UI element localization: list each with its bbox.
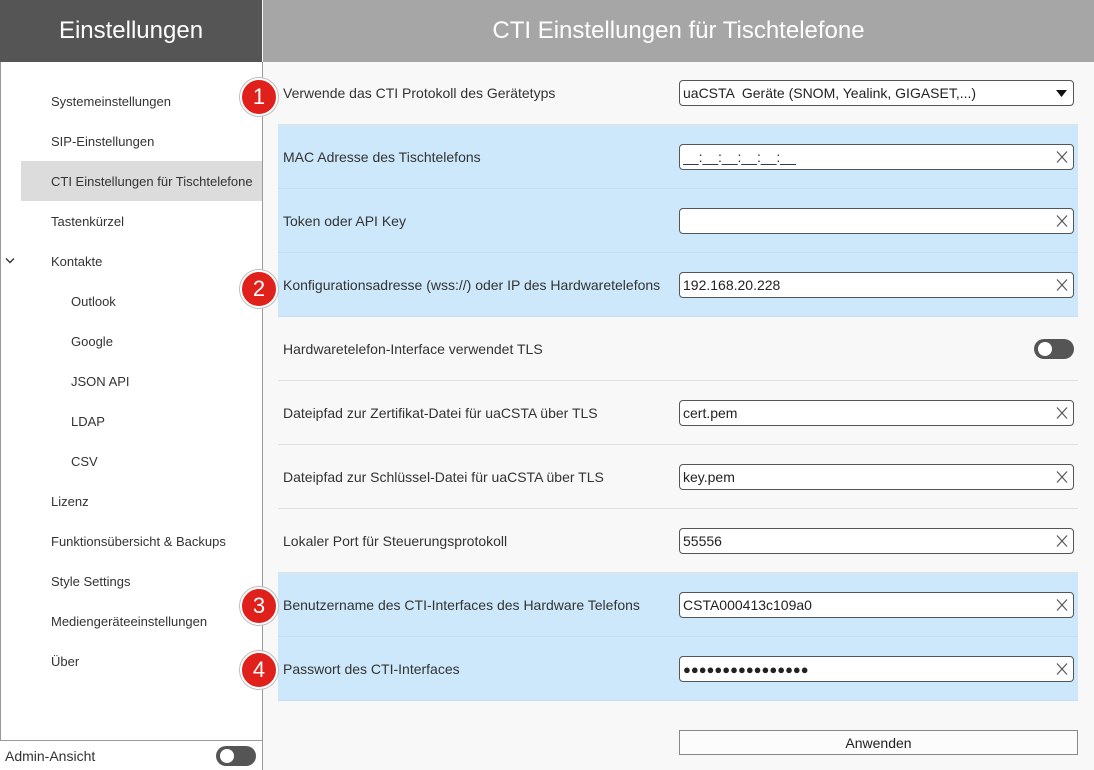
local-port-input[interactable]: [680, 529, 1073, 553]
setting-label: Dateipfad zur Schlüssel-Datei für uaCSTA über TLS: [283, 468, 604, 485]
key-path-field-wrapper: [679, 464, 1074, 490]
setting-row-protocol: [278, 61, 1078, 125]
sidebar-nav-panel: [0, 62, 262, 741]
username-input[interactable]: [680, 593, 1073, 617]
sidebar-item-json-api[interactable]: JSON API: [71, 373, 130, 389]
sidebar-item-kontakte-label: Kontakte: [51, 253, 103, 269]
setting-row-username: [278, 573, 1078, 637]
settings-list: [278, 61, 1078, 701]
clear-icon[interactable]: [1055, 598, 1069, 612]
sidebar-item-ueber[interactable]: Über: [51, 653, 80, 669]
admin-view-label: Admin-Ansicht: [5, 748, 96, 764]
setting-label: MAC Adresse des Tischtelefons: [283, 148, 481, 165]
setting-label: Token oder API Key: [283, 212, 406, 229]
callout-badge-2: 2: [240, 270, 278, 308]
protocol-select[interactable]: [679, 80, 1074, 106]
callout-badge-1: 1: [240, 78, 278, 116]
config-address-field-wrapper: [679, 272, 1074, 298]
sidebar-item-tastenkuerzel[interactable]: Tastenkürzel: [51, 213, 124, 229]
token-input[interactable]: [680, 209, 1073, 233]
setting-row-key-path: [278, 445, 1078, 509]
sidebar-item-lizenz[interactable]: Lizenz: [51, 493, 89, 509]
sidebar-item-cti-einstellungen[interactable]: CTI Einstellungen für Tischtelefone: [21, 161, 262, 201]
callout-badge-4: 4: [240, 651, 278, 689]
token-field-wrapper: [679, 208, 1074, 234]
clear-icon[interactable]: [1055, 470, 1069, 484]
sidebar-item-google[interactable]: Google: [71, 333, 113, 349]
sidebar-item-ldap[interactable]: LDAP: [71, 413, 105, 429]
password-field-wrapper: [679, 656, 1074, 682]
clear-icon[interactable]: [1055, 214, 1069, 228]
setting-row-local-port: [278, 509, 1078, 573]
sidebar-item-kontakte[interactable]: [21, 241, 262, 281]
clear-icon[interactable]: [1055, 278, 1069, 292]
setting-row-token: [278, 189, 1078, 253]
username-field-wrapper: [679, 592, 1074, 618]
chevron-down-icon[interactable]: [5, 257, 15, 264]
sidebar-item-mediengeraete[interactable]: Mediengeräteeinstellungen: [51, 613, 208, 629]
clear-icon[interactable]: [1055, 534, 1069, 548]
admin-view-toggle[interactable]: [216, 746, 256, 766]
clear-icon[interactable]: [1055, 406, 1069, 420]
setting-label: Verwende das CTI Protokoll des Gerätetyps: [283, 84, 556, 101]
local-port-field-wrapper: [679, 528, 1074, 554]
sidebar-item-funktionsuebersicht[interactable]: Funktionsübersicht & Backups: [51, 533, 226, 549]
config-address-input[interactable]: [680, 273, 1073, 297]
setting-label: Passwort des CTI-Interfaces: [283, 660, 460, 677]
sidebar-nav-list: [21, 81, 262, 681]
setting-label: Dateipfad zur Zertifikat-Datei für uaCSTA über TLS: [283, 404, 598, 421]
mac-address-input[interactable]: [680, 145, 1073, 169]
protocol-select-value: uaCSTA Geräte (SNOM, Yealink, GIGASET,...): [683, 85, 977, 101]
setting-label: Lokaler Port für Steuerungsprotokoll: [283, 532, 508, 549]
toggle-knob: [220, 749, 234, 763]
toggle-knob: [1038, 342, 1052, 356]
sidebar-title: Einstellungen: [0, 0, 262, 62]
setting-row-mac: [278, 125, 1078, 189]
key-path-input[interactable]: [680, 465, 1073, 489]
setting-label: Hardwaretelefon-Interface verwendet TLS: [283, 340, 543, 357]
mac-field-wrapper: [679, 144, 1074, 170]
clear-icon[interactable]: [1055, 662, 1069, 676]
dropdown-arrow-icon[interactable]: [1056, 90, 1067, 97]
callout-badge-3: 3: [240, 587, 278, 625]
sidebar-item-style-settings[interactable]: Style Settings: [51, 573, 131, 589]
cert-path-field-wrapper: [679, 400, 1074, 426]
sidebar-item-outlook[interactable]: Outlook: [71, 293, 116, 309]
clear-icon[interactable]: [1055, 150, 1069, 164]
sidebar: [0, 62, 263, 770]
setting-row-config-address: [278, 253, 1078, 317]
setting-row-password: [278, 637, 1078, 701]
password-input[interactable]: [680, 657, 1073, 681]
tls-toggle[interactable]: [1034, 339, 1074, 359]
sidebar-item-sip-einstellungen[interactable]: SIP-Einstellungen: [51, 133, 155, 149]
setting-label: Benutzername des CTI-Interfaces des Hardware Telefons: [283, 596, 640, 613]
sidebar-item-csv[interactable]: CSV: [71, 453, 98, 469]
sidebar-item-systemeinstellungen[interactable]: Systemeinstellungen: [51, 93, 171, 109]
cert-path-input[interactable]: [680, 401, 1073, 425]
apply-button[interactable]: Anwenden: [679, 730, 1078, 755]
setting-row-tls: [278, 317, 1078, 381]
setting-label: Konfigurationsadresse (wss://) oder IP des Hardwaretelefons: [283, 276, 661, 293]
setting-row-cert-path: [278, 381, 1078, 445]
page-title: CTI Einstellungen für Tischtelefone: [263, 0, 1094, 62]
